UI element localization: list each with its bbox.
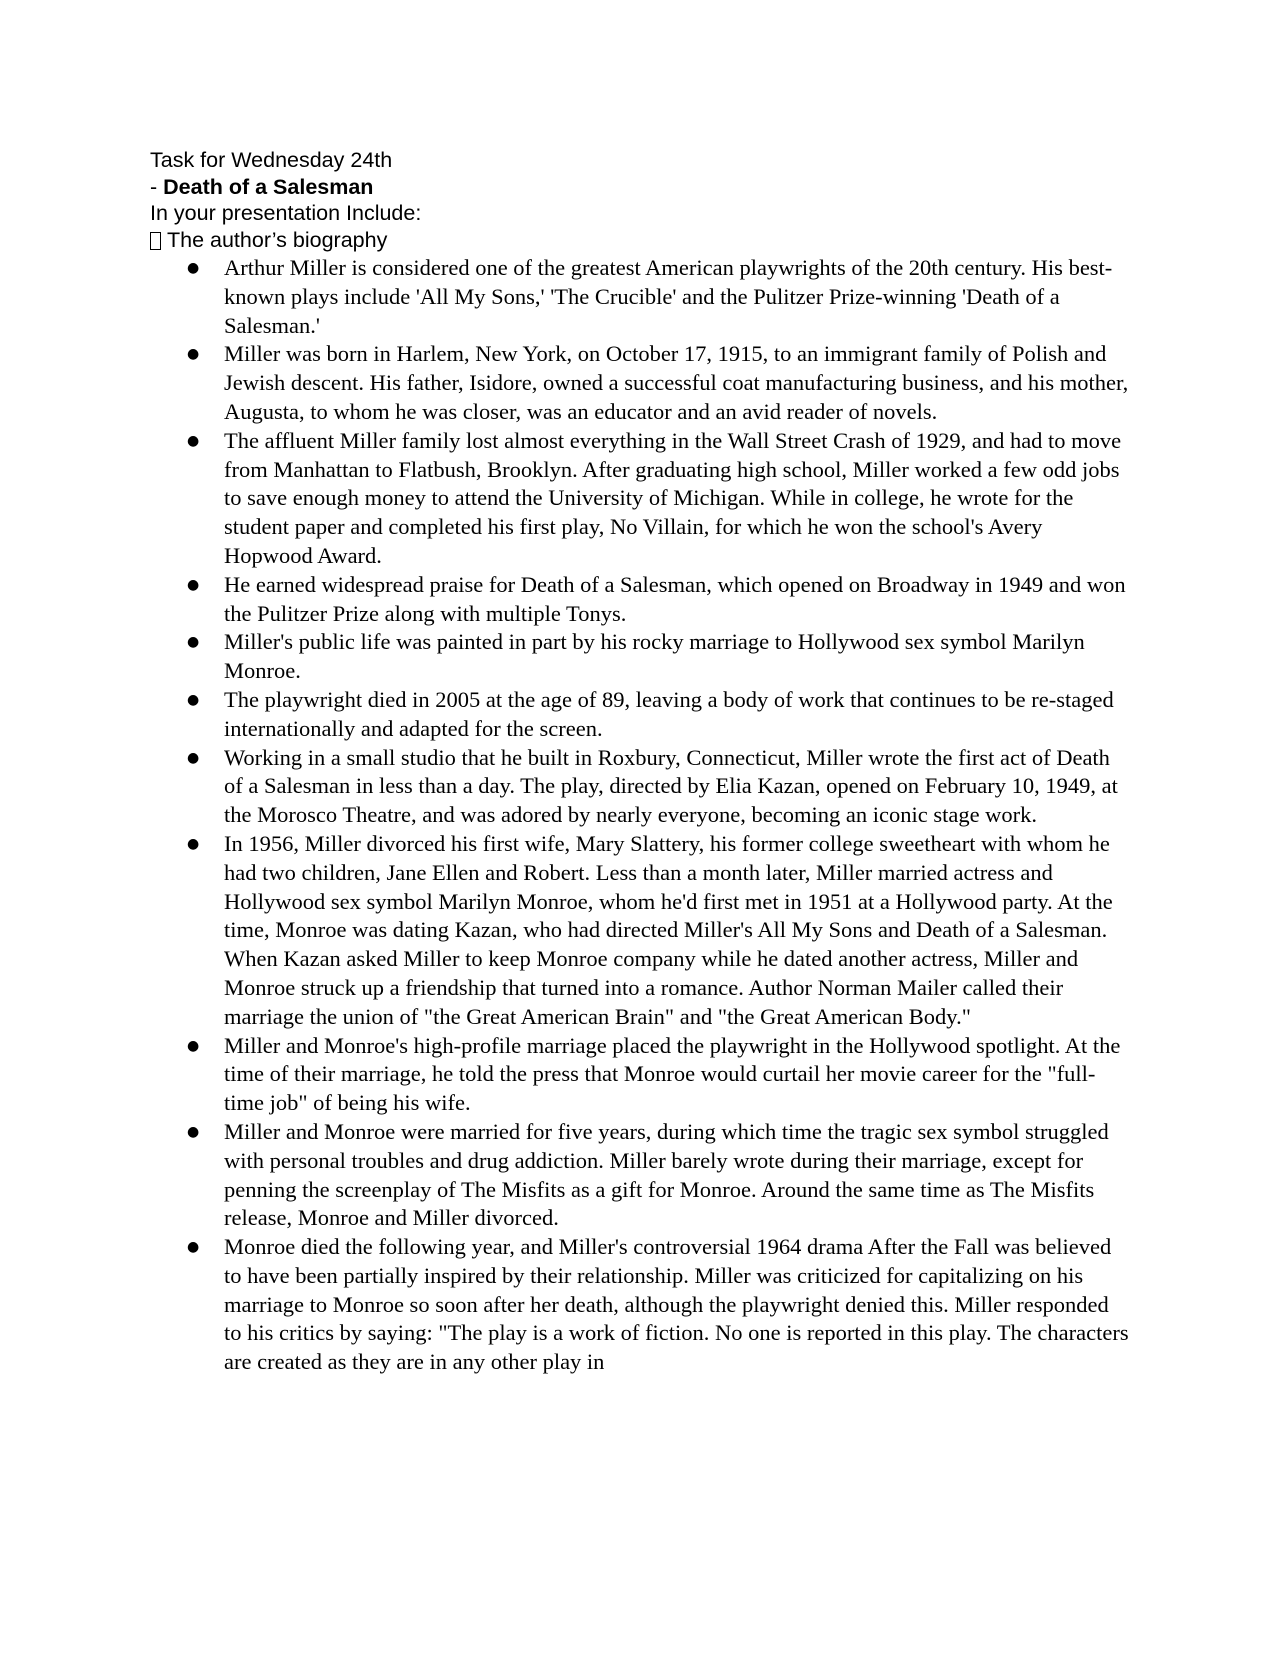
list-item-text: Working in a small studio that he built in Roxbury, Connecticut, Miller wrote the first act of Death of a Salesman in less than a day. The play, directed by Elia Kazan, opened on February 10, 1949, at the Morosco Theatre, and was adored by nearly everyone, becoming an iconic stage work.: [224, 744, 1118, 828]
bullet-icon: ●: [187, 346, 200, 363]
list-item-text: Miller's public life was painted in part by his rocky marriage to Hollywood sex symbol Marilyn Monroe.: [224, 629, 1085, 684]
section-label-line: [150, 227, 1150, 254]
bullet-icon: ●: [187, 1123, 200, 1140]
document-title: Death of a Salesman: [163, 174, 374, 199]
task-line: Task for Wednesday 24th: [150, 148, 393, 172]
list-item: [150, 686, 1130, 744]
list-item-text: Miller was born in Harlem, New York, on October 17, 1915, to an immigrant family of Polish and Jewish descent. His father, Isidore, owned a successful coat manufacturing business, and his mother, Augusta, to whom he was closer, was an educator and an avid reader of novels.: [224, 341, 1129, 424]
instruction-line: In your presentation Include:: [150, 201, 422, 225]
document-header: [150, 147, 1150, 253]
list-item-text: Monroe died the following year, and Miller's controversial 1964 drama After the Fall was believed to have been partially inspired by their relationship. Miller was criticized for capitalizing on his marriage to Monroe so soon after her death, although the playwright denied this. Miller responded to his critics by saying: "The play is a work of fiction. No one is reported in this play. The characters are created as they are in any other play in: [224, 1234, 1129, 1375]
list-item: [150, 427, 1130, 571]
bullet-icon: ●: [187, 634, 200, 651]
bullet-icon: ●: [187, 1239, 200, 1256]
list-item: [150, 1032, 1130, 1118]
bullet-icon: ●: [187, 576, 200, 593]
bullet-icon: ●: [187, 260, 200, 276]
section-label: The author’s biography: [167, 227, 388, 252]
list-item: [150, 1118, 1130, 1233]
list-item: [150, 340, 1130, 426]
missing-glyph-icon: [150, 232, 161, 250]
list-item: [150, 744, 1130, 830]
list-item: [150, 571, 1130, 629]
title-line: [150, 174, 1150, 201]
list-item-text: He earned widespread praise for Death of a Salesman, which opened on Broadway in 1949 and won the Pulitzer Prize along with multiple Tonys.: [224, 571, 1126, 626]
list-item-text: The affluent Miller family lost almost everything in the Wall Street Crash of 1929, and had to move from Manhattan to Flatbush, Brooklyn. After graduating high school, Miller worked a few odd jobs to save enough money to attend the University of Michigan. While in college, he wrote for the student paper and completed his first play, No Villain, for which he won the school's Avery Hopwood Award.: [224, 427, 1122, 568]
title-prefix: -: [150, 174, 164, 199]
bullet-icon: ●: [187, 691, 200, 708]
list-item: [150, 1233, 1130, 1377]
bullet-icon: ●: [187, 749, 200, 766]
list-item: [150, 254, 1130, 340]
bullet-icon: ●: [187, 835, 200, 852]
list-item-text: In 1956, Miller divorced his first wife, Mary Slattery, his former college sweetheart with whom he had two children, Jane Ellen and Robert. Less than a month later, Miller married actress and Hollywood sex symbol Marilyn Monroe, whom he'd first met in 1951 at a Hollywood party. At the time, Monroe was dating Kazan, who had directed Miller's All My Sons and Death of a Salesman. When Kazan asked Miller to keep Monroe company while he dated another actress, Miller and Monroe struck up a friendship that turned into a romance. Author Norman Mailer called their marriage the union of "the Great American Brain" and "the Great American Body.": [224, 830, 1113, 1029]
list-item: [150, 830, 1130, 1032]
bullet-icon: ●: [187, 432, 200, 449]
biography-list: [150, 254, 1130, 1377]
bullet-icon: ●: [187, 1037, 200, 1054]
list-item-text: Miller and Monroe's high-profile marriage placed the playwright in the Hollywood spotlight. At the time of their marriage, he told the press that Monroe would curtail her movie career for the "full-time job" of being his wife.: [224, 1032, 1121, 1116]
list-item-text: Arthur Miller is considered one of the greatest American playwrights of the 20th century. His best-known plays include 'All My Sons,' 'The Crucible' and the Pulitzer Prize-winning 'Death of a Salesman.': [224, 255, 1113, 338]
list-item-text: The playwright died in 2005 at the age of 89, leaving a body of work that continues to be re-staged internationally and adapted for the screen.: [224, 686, 1114, 741]
list-item: [150, 628, 1130, 686]
list-item-text: Miller and Monroe were married for five years, during which time the tragic sex symbol struggled with personal troubles and drug addiction. Miller barely wrote during their marriage, except for penning the screenplay of The Misfits as a gift for Monroe. Around the same time as The Misfits release, Monroe and Miller divorced.: [224, 1118, 1109, 1231]
